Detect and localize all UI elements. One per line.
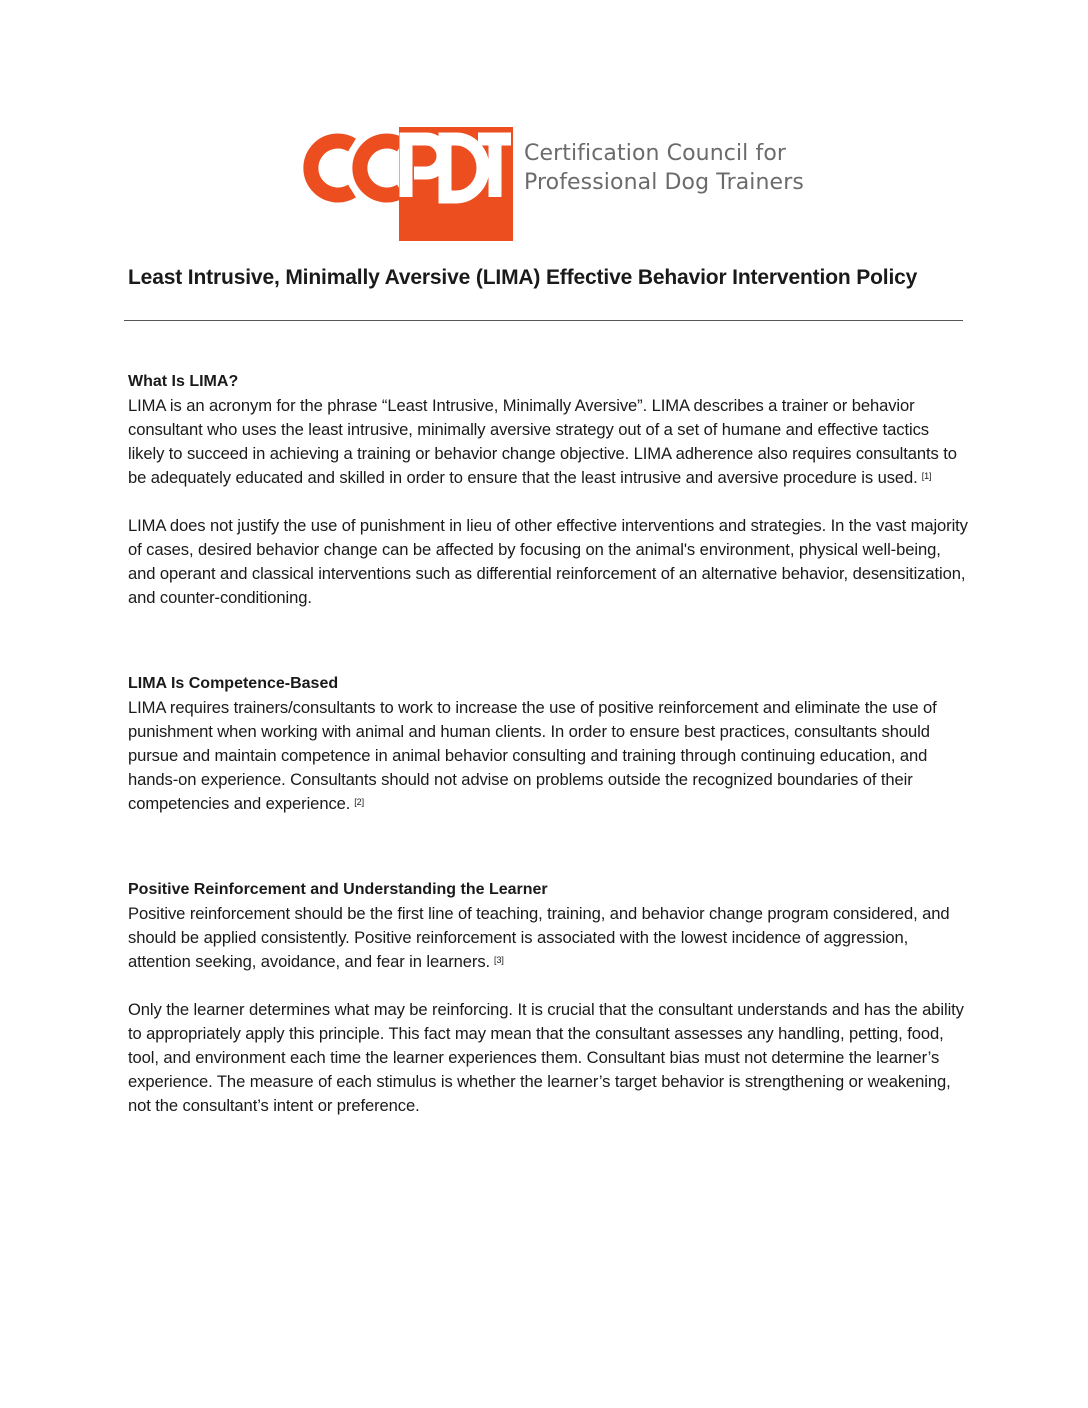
section-heading: What Is LIMA? xyxy=(128,373,239,390)
paragraph: Only the learner determines what may be reinforcing. It is crucial that the consultant understands and has the ability to appropriately apply this principle. This fact may mean that the consultant assesses any handling, petting, food, tool, and environment each time the learner experiences them. Consultant bias must not determine the learner’s experience. The measure of each stimulus is whether the learner’s target behavior is strengthening or weakening, not the consultant’s intent or preference. xyxy=(128,1000,964,1115)
paragraph: LIMA does not justify the use of punishment in lieu of other effective interventions and strategies. In the vast majority of cases, desired behavior change can be affected by focusing on the animal's environment, physical well-being, and operant and classical interventions such as differential reinforcement of an alternative behavior, desensitization, and counter-conditioning. xyxy=(128,516,968,607)
logo-org-name xyxy=(524,139,804,197)
title-divider xyxy=(124,320,963,321)
section-heading: Positive Reinforcement and Understanding the Learner xyxy=(128,881,548,898)
paragraph-text: LIMA requires trainers/consultants to work to increase the use of positive reinforcement and eliminate the use of punishment when working with animal and human clients. In order to ensure best practices, consultants should pursue and maintain competence in animal behavior consulting and training through continuing education, and hands-on experience. Consultants should not advise on problems outside the recognized boundaries of their competencies and experience. xyxy=(128,698,937,813)
logo-org-line1: Certification Council for xyxy=(524,141,787,166)
logo-org-line2: Professional Dog Trainers xyxy=(524,170,804,195)
section-positive-reinforcement xyxy=(128,878,968,1118)
paragraph-text: Positive reinforcement should be the first line of teaching, training, and behavior change program considered, and should be applied consistently. Positive reinforcement is associated with the lowest incidence of aggression, attention seeking, avoidance, and fear in learners. xyxy=(128,904,950,971)
document-body xyxy=(128,370,968,1118)
footnote-ref-1[interactable]: [1] xyxy=(921,471,932,481)
section-heading: LIMA Is Competence-Based xyxy=(128,675,339,692)
ccpdt-logo-mark xyxy=(300,125,515,243)
document-title: Least Intrusive, Minimally Aversive (LIMA) Effective Behavior Intervention Policy xyxy=(128,266,918,289)
paragraph xyxy=(128,394,968,490)
footnote-ref-2[interactable]: [2] xyxy=(354,797,364,807)
paragraph-text: LIMA is an acronym for the phrase “Least Intrusive, Minimally Aversive”. LIMA describes a trainer or behavior consultant who uses the least intrusive, minimally aversive strategy out of a set of humane and effective tactics likely to succeed in achieving a training or behavior change objective. LIMA adherence also requires consultants to be adequately educated and skilled in order to ensure that the least intrusive and aversive procedure is used. xyxy=(128,396,957,487)
section-lima-competence xyxy=(128,672,968,816)
ccpdt-logo xyxy=(300,125,804,245)
paragraph xyxy=(128,902,968,974)
paragraph xyxy=(128,696,968,816)
section-what-is-lima xyxy=(128,370,968,610)
footnote-ref-3[interactable]: [3] xyxy=(494,955,504,965)
